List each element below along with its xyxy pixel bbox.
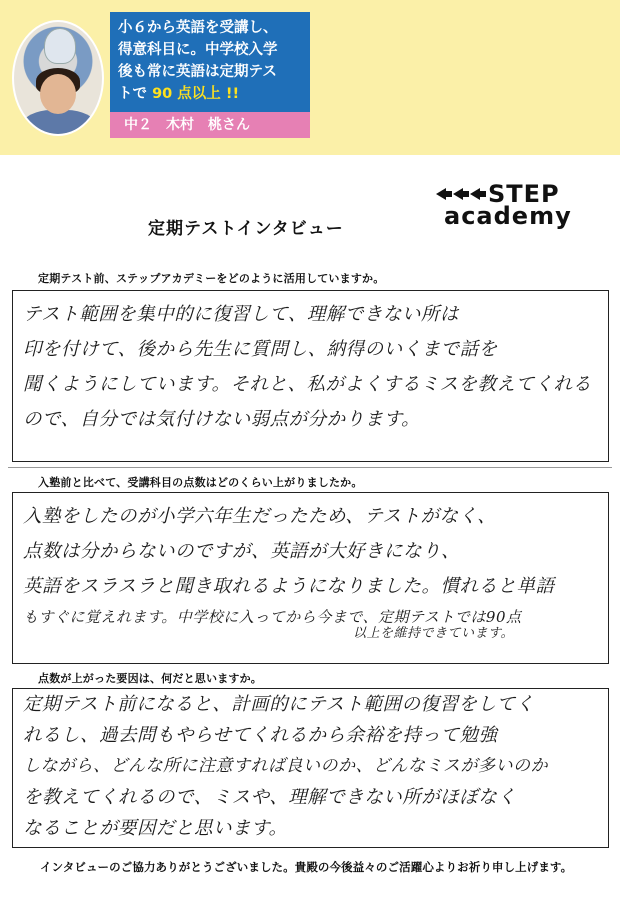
answer-2 (23, 499, 600, 642)
step-academy-logo (436, 180, 586, 234)
answer-3-line-2: れるし、過去問もやらせてくれるから余裕を持って勉強 (23, 725, 498, 746)
photo-face (40, 74, 76, 114)
answer-box-1 (12, 290, 609, 462)
logo-academy: academy (444, 202, 572, 230)
logo-step: STEP (488, 180, 560, 208)
question-1: 定期テスト前、ステップアカデミーをどのように活用していますか。 (38, 272, 385, 285)
question-3: 点数が上がった要因は、何だと思いますか。 (38, 672, 262, 685)
mascot-figure (44, 28, 76, 64)
question-2: 入塾前と比べて、受講科目の点数はどのくらい上がりましたか。 (38, 476, 363, 489)
headline-box (110, 12, 310, 112)
answer-2-line-3: 英語をスラスラと聞き取れるようになりました。慣れると単語 (23, 576, 555, 597)
answer-box-2 (12, 492, 609, 664)
answer-2-line-2: 点数は分からないのですが、英語が大好きになり、 (23, 541, 461, 562)
answer-2-line-1: 入塾をしたのが小学六年生だったため、テストがなく、 (23, 506, 497, 527)
headline-score: 90 点以上 !! (152, 86, 240, 102)
answer-3-line-3: しながら、どんな所に注意すれば良いのか、どんなミスが多いのか (23, 756, 548, 776)
answer-box-3 (12, 688, 609, 848)
answer-1-line-4: ので、自分では気付けない弱点が分かります。 (23, 409, 421, 430)
answer-1-line-3: 聞くようにしています。それと、私がよくするミスを教えてくれる (23, 374, 592, 395)
student-photo (12, 20, 104, 136)
headline-line-3: 後も常に英語は定期テス (118, 64, 277, 80)
page-title: 定期テストインタビュー (148, 219, 344, 239)
headline-line-1: 小６から英語を受講し、 (118, 20, 278, 36)
headline-text (118, 17, 308, 105)
headline-line-2: 得意科目に。中学校入学 (118, 42, 278, 58)
divider-1 (8, 467, 612, 468)
answer-3-line-1: 定期テスト前になると、計画的にテスト範囲の復習をしてく (23, 694, 535, 715)
answer-1-line-1: テスト範囲を集中的に復習して、理解できない所は (23, 304, 459, 325)
footer-thanks: インタビューのご協力ありがとうございました。貴殿の今後益々のご活躍心よりお祈り申し上げます。 (40, 860, 573, 874)
headline-line-4: トで (118, 86, 147, 102)
arrows-icon (436, 186, 492, 202)
student-name: 中２ 木村 桃さん (124, 117, 250, 133)
header-banner (0, 0, 620, 155)
answer-2-line-4: もすぐに覚えれます。中学校に入ってから今まで、定期テストでは90点 (23, 608, 522, 626)
answer-3-line-5: なることが要因だと思います。 (23, 818, 288, 839)
answer-2-line-5: 以上を維持できています。 (353, 626, 514, 641)
answer-3-line-4: を教えてくれるので、ミスや、理解できない所がほぼなく (23, 787, 517, 808)
answer-1 (23, 297, 600, 437)
answer-1-line-2: 印を付けて、後から先生に質問し、納得のいくまで話を (23, 339, 498, 360)
answer-3 (23, 689, 600, 844)
student-name-box (110, 112, 310, 138)
